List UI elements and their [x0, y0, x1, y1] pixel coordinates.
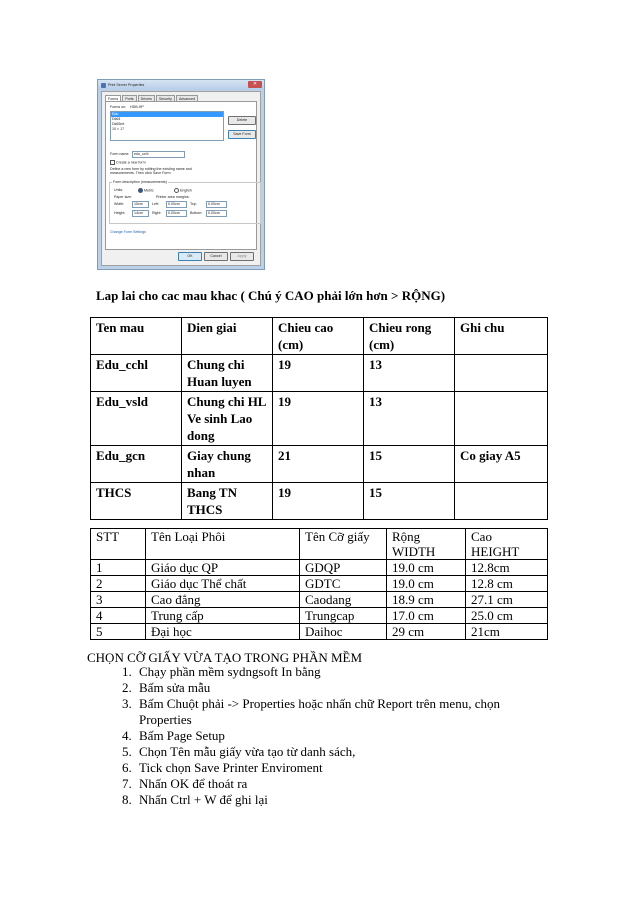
table-header-cell: Ghi chu: [455, 318, 548, 355]
dialog-title: Print Server Properties: [108, 83, 145, 87]
printer-icon: [101, 83, 106, 88]
table-cell: 12.8cm: [466, 560, 548, 576]
define-instructions: Define a new form by editing the existing name and measurements. Then click Save Form.: [110, 167, 192, 175]
table-cell: 3: [91, 592, 146, 608]
forms-on-label: Forms on:: [110, 105, 127, 109]
table-header-cell: Cao HEIGHT: [466, 529, 548, 560]
radio-on-icon: [138, 188, 143, 193]
table-cell: 15: [364, 446, 455, 483]
metric-label: Metric: [144, 188, 154, 193]
table-cell: Daihoc: [300, 624, 387, 640]
table-cell: 17.0 cm: [387, 608, 466, 624]
printer-area-margins-label: Printer area margins:: [156, 195, 190, 199]
list-item: 3. Bấm Chuột phải -> Properties hoặc nhấn chữ Report trên menu, chọn Properties: [135, 696, 555, 728]
table-cell: 2: [91, 576, 146, 592]
table-cell: [455, 483, 548, 520]
right-input[interactable]: 0.00cm: [166, 210, 187, 217]
list-item: 2. Bấm sửa mẫu: [135, 680, 555, 696]
table-header-cell: Rộng WIDTH: [387, 529, 466, 560]
table-cell: THCS: [91, 483, 182, 520]
table-cell: 13: [364, 392, 455, 446]
radio-off-icon: [174, 188, 179, 193]
table-cell: Trung cấp: [146, 608, 300, 624]
table-header-cell: Ten mau: [91, 318, 182, 355]
top-input[interactable]: 0.00cm: [206, 201, 227, 208]
table-cell: 19: [273, 483, 364, 520]
tab-advanced[interactable]: Advanced: [176, 95, 198, 102]
tab-forms[interactable]: Forms: [105, 95, 121, 102]
bottom-label: Bottom:: [190, 211, 203, 215]
table-row: [91, 608, 548, 624]
table-cell: Co giay A5: [455, 446, 548, 483]
table-cell: GDTC: [300, 576, 387, 592]
list-item: 6. Tick chọn Save Printer Enviroment: [135, 760, 555, 776]
list-item: 1. Chạy phần mềm sydngsoft In bằng: [135, 664, 555, 680]
metric-radio[interactable]: [138, 188, 154, 193]
save-form-button[interactable]: Save Form: [228, 130, 256, 139]
paper-sizes-table: [90, 528, 548, 640]
form-templates-table: [90, 317, 548, 520]
table-cell: 19: [273, 392, 364, 446]
table-header-cell: STT: [91, 529, 146, 560]
list-item[interactable]: 10 × 17: [112, 127, 125, 131]
table-row: [91, 483, 548, 520]
table-row: [91, 576, 548, 592]
list-item: 7. Nhấn OK để thoát ra: [135, 776, 555, 792]
list-item: 8. Nhấn Ctrl + W để ghi lại: [135, 792, 555, 808]
table-cell: 5: [91, 624, 146, 640]
english-radio[interactable]: [174, 188, 192, 193]
instruction-heading: Lap lai cho cac mau khac ( Chú ý CAO phải lớn hơn > RỘNG): [96, 288, 446, 303]
top-label: Top:: [190, 202, 197, 206]
table-row: [91, 446, 548, 483]
table-cell: 29 cm: [387, 624, 466, 640]
table-header-row: [91, 529, 548, 560]
ok-button[interactable]: OK: [178, 252, 202, 261]
table-row: [91, 392, 548, 446]
table-row: [91, 560, 548, 576]
table-cell: Chung chi HL Ve sinh Lao dong: [182, 392, 273, 446]
table-header-cell: Tên Cỡ giấy: [300, 529, 387, 560]
steps-list: [104, 664, 555, 808]
table-cell: Giáo dục Thể chất: [146, 576, 300, 592]
width-label: Width:: [114, 202, 125, 206]
tab-drivers[interactable]: Drivers: [138, 95, 155, 102]
table-cell: Giáo dục QP: [146, 560, 300, 576]
checkbox-icon: [110, 160, 115, 165]
form-name-input[interactable]: edu_cchl: [132, 151, 185, 158]
close-icon[interactable]: ✕: [248, 81, 262, 88]
bottom-input[interactable]: 0.00cm: [206, 210, 227, 217]
list-item[interactable]: Dk64: [112, 117, 121, 121]
list-item: 5. Chọn Tên mẫu giấy vừa tạo từ danh sách,: [135, 744, 555, 760]
table-cell: [455, 392, 548, 446]
units-label: Units:: [114, 188, 124, 192]
delete-button[interactable]: Delete: [228, 116, 256, 125]
table-cell: Edu_cchl: [91, 355, 182, 392]
table-cell: 19: [273, 355, 364, 392]
table-cell: Edu_gcn: [91, 446, 182, 483]
table-cell: Edu_vsld: [91, 392, 182, 446]
table-cell: Caodang: [300, 592, 387, 608]
table-header-row: [91, 318, 548, 355]
list-item[interactable]: Edu: [111, 112, 223, 117]
table-header-cell: Dien giai: [182, 318, 273, 355]
create-new-form-label: Create a new form: [116, 160, 146, 165]
table-row: [91, 355, 548, 392]
table-cell: Trungcap: [300, 608, 387, 624]
table-header-cell: Chieu cao (cm): [273, 318, 364, 355]
table-cell: 18.9 cm: [387, 592, 466, 608]
table-cell: 21: [273, 446, 364, 483]
forms-panel: [105, 101, 257, 250]
width-input[interactable]: 15cm: [132, 201, 149, 208]
list-item: 4. Bấm Page Setup: [135, 728, 555, 744]
change-form-settings-link[interactable]: Change Form Settings: [110, 230, 146, 234]
dialog-titlebar: [98, 80, 264, 90]
table-cell: 21cm: [466, 624, 548, 640]
apply-button[interactable]: Apply: [230, 252, 254, 261]
form-name-label: Form name:: [110, 152, 130, 156]
tab-ports[interactable]: Ports: [122, 95, 136, 102]
steps-title: CHỌN CỠ GIẤY VỪA TẠO TRONG PHẦN MỀM: [87, 650, 363, 665]
table-cell: Cao đẳng: [146, 592, 300, 608]
left-input[interactable]: 0.00cm: [166, 201, 187, 208]
height-label: Height:: [114, 211, 126, 215]
table-cell: Bang TN THCS: [182, 483, 273, 520]
table-cell: 13: [364, 355, 455, 392]
tab-security[interactable]: Security: [156, 95, 175, 102]
table-cell: 12.8 cm: [466, 576, 548, 592]
table-header-cell: Chieu rong (cm): [364, 318, 455, 355]
table-cell: 25.0 cm: [466, 608, 548, 624]
english-label: English: [180, 188, 192, 193]
table-cell: Đại học: [146, 624, 300, 640]
table-cell: 19.0 cm: [387, 560, 466, 576]
print-server-properties-screenshot: [97, 79, 265, 270]
forms-on-value: HDB-HP: [130, 105, 144, 109]
create-new-form-checkbox[interactable]: [110, 160, 146, 165]
forms-list[interactable]: [110, 111, 224, 141]
table-cell: 27.1 cm: [466, 592, 548, 608]
table-header-cell: Tên Loại Phôi: [146, 529, 300, 560]
table-cell: 4: [91, 608, 146, 624]
table-cell: [455, 355, 548, 392]
table-row: [91, 592, 548, 608]
paper-size-label: Paper size:: [114, 195, 132, 199]
height-input[interactable]: 14cm: [132, 210, 149, 217]
table-cell: GDQP: [300, 560, 387, 576]
table-cell: 19.0 cm: [387, 576, 466, 592]
right-label: Right:: [152, 211, 162, 215]
table-row: [91, 624, 548, 640]
left-label: Left:: [152, 202, 159, 206]
form-description-label: Form description (measurements): [113, 180, 167, 184]
table-cell: Chung chi Huan luyen: [182, 355, 273, 392]
list-item[interactable]: Dk65mt: [112, 122, 125, 126]
table-cell: Giay chung nhan: [182, 446, 273, 483]
table-cell: 1: [91, 560, 146, 576]
table-cell: 15: [364, 483, 455, 520]
dialog-body: [101, 91, 261, 266]
cancel-button[interactable]: Cancel: [204, 252, 228, 261]
